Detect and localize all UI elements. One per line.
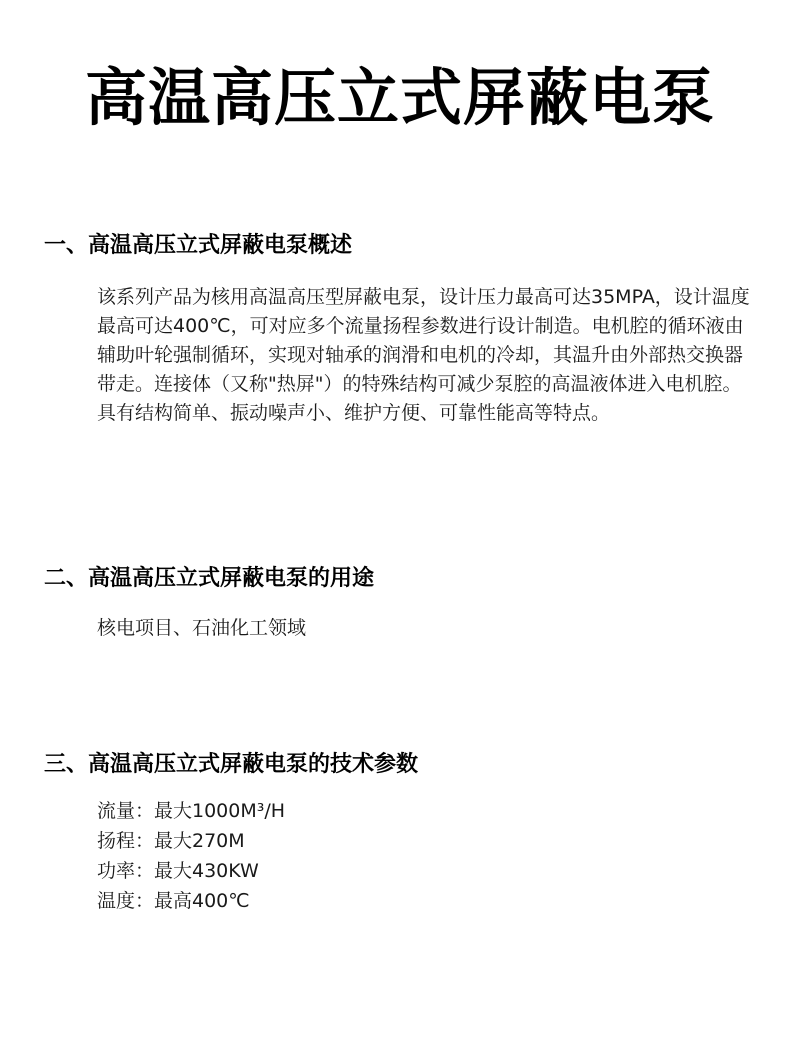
section-heading-specs: 三、高温高压立式屏蔽电泵的技术参数 [44,752,419,777]
page-title: 高温高压立式屏蔽电泵 [84,61,715,134]
spec-list [97,796,285,916]
section-heading-usage: 二、高温高压立式屏蔽电泵的用途 [44,566,375,591]
section-body-usage: 核电项目、石油化工领域 [97,617,307,639]
section-body-overview: 该系列产品为核用高温高压型屏蔽电泵，设计压力最高可达35MPA，设计温度最高可达400℃，可对应多个流量扬程参数进行设计制造。电机腔的循环液由辅助叶轮强制循环，实现对轴承的润滑和电机的冷却，其温升由外部热交换器带走。连接体（又称"热屏"）的特殊结构可减少泵腔的高温液体进入电机腔。具有结构简单、振动噪声小、维护方便、可靠性能高等特点。 [97,286,750,424]
section-heading-overview: 一、高温高压立式屏蔽电泵概述 [44,233,353,258]
spec-head: 扬程：最大270M [97,830,245,852]
spec-flow: 流量：最大1000M³/H [97,800,286,822]
spec-temperature: 温度：最高400℃ [97,890,250,912]
spec-power: 功率：最大430KW [97,860,259,882]
